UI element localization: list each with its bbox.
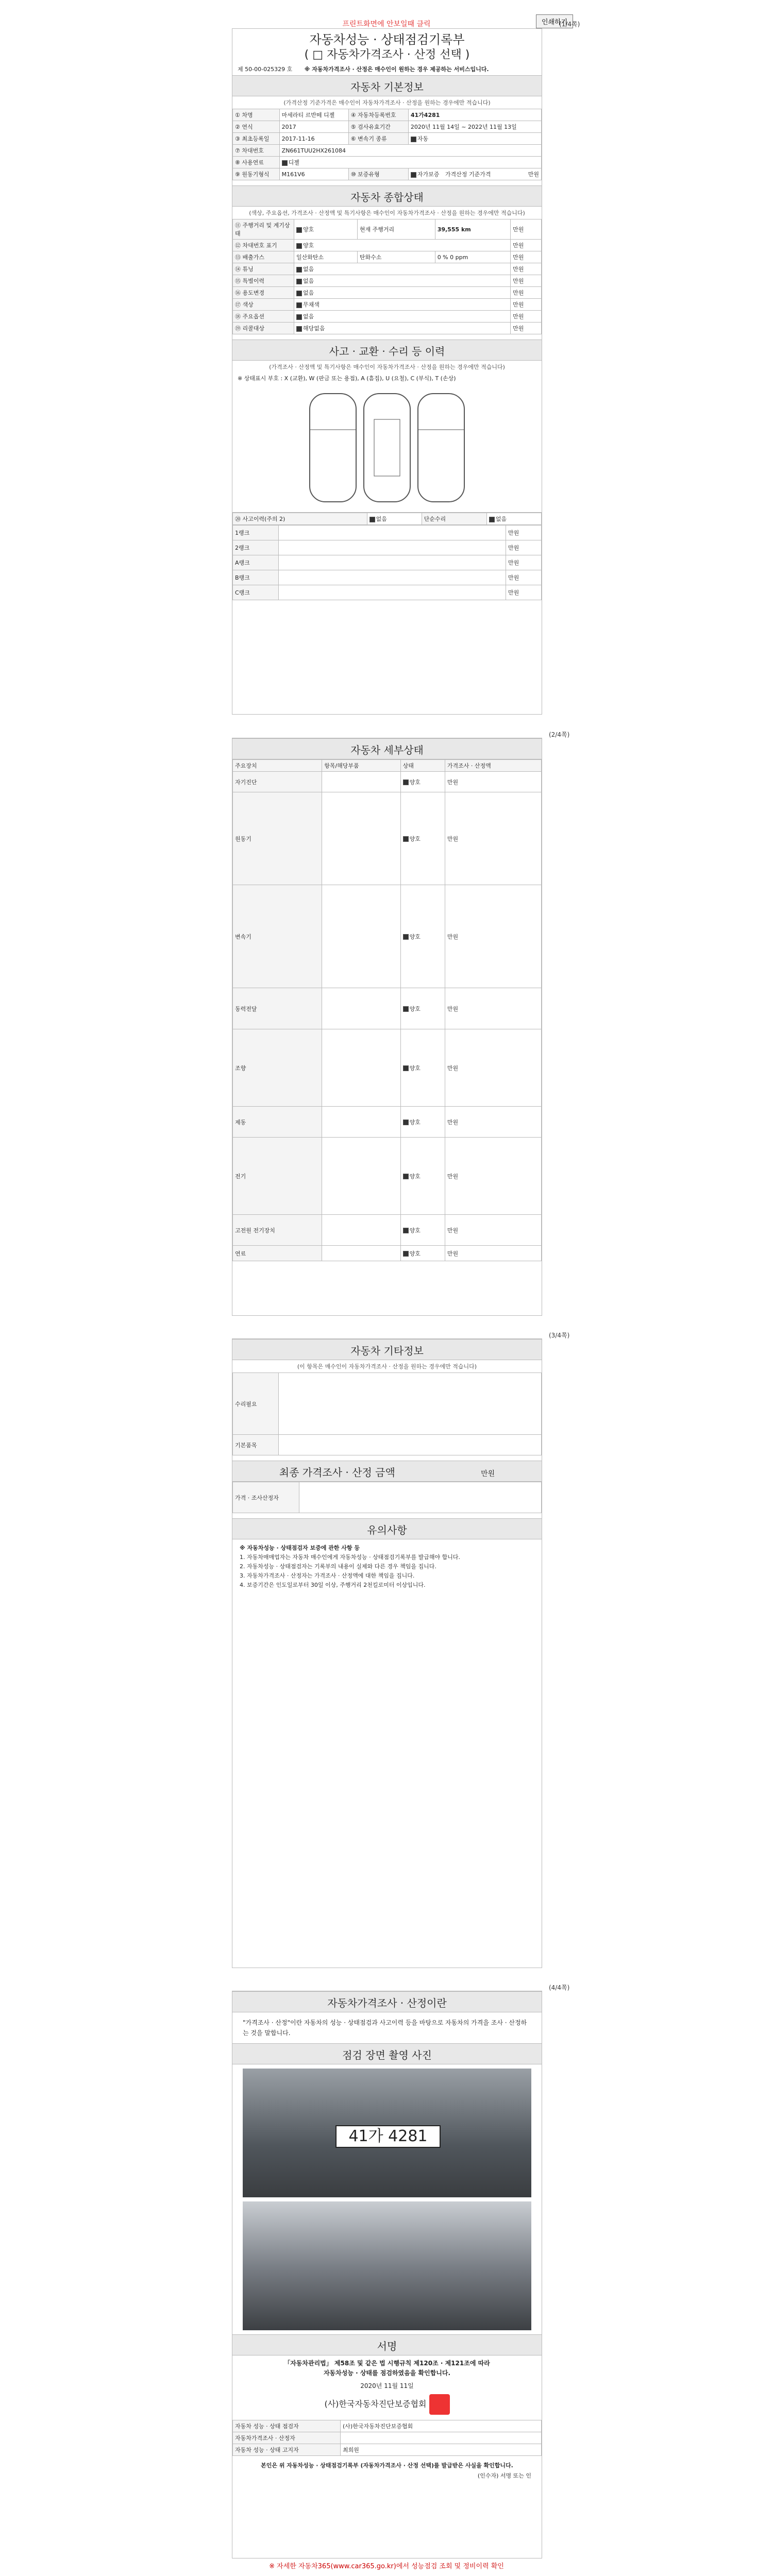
- checkbox-icon: [296, 326, 302, 332]
- rank-unit: 만원: [506, 540, 542, 555]
- detail-group: 동력전달: [233, 988, 322, 1029]
- detail-status: 양호: [409, 1227, 421, 1234]
- sign-org: [232, 2393, 542, 2420]
- label-model-year: ② 연식: [233, 121, 280, 133]
- sign-law: 「자동차관리법」 제58조 및 같은 법 시행규칙 제120조 · 제121조에 따라: [284, 2360, 490, 2367]
- seal-stamp-icon: [429, 2394, 450, 2415]
- value-current-mileage: 39,555 km: [435, 219, 510, 240]
- value-emission-hc: 탄화수소: [357, 251, 435, 263]
- label-options: ⑱ 주요옵션: [233, 311, 294, 323]
- value-tuning: 없음: [303, 266, 314, 273]
- document-page-1: [232, 28, 542, 715]
- value-options: 없음: [303, 313, 314, 320]
- unit-color: 만원: [511, 299, 542, 311]
- print-button[interactable]: 인쇄하기: [536, 14, 573, 28]
- section-photos: 점검 장면 촬영 사진: [232, 2043, 542, 2064]
- detail-unit: 만원: [445, 1215, 541, 1246]
- section-other: 자동차 기타정보: [232, 1339, 542, 1360]
- checkbox-icon: [296, 267, 302, 273]
- value-transmission: 자동: [417, 135, 429, 142]
- section-overall: 자동차 종합상태: [232, 185, 542, 207]
- sign-footer1: 본인은 위 자동차성능 · 상태점검기록부 (자동차가격조사 · 산정 선택)를 발급받은 사실을 확인합니다.: [261, 2462, 513, 2469]
- unit-use-change: 만원: [511, 287, 542, 299]
- label-tuning: ⑭ 튜닝: [233, 263, 294, 275]
- page-number: (1/4쪽): [559, 21, 580, 28]
- section-accident: 사고 · 교환 · 수리 등 이력: [232, 340, 542, 361]
- sign-role: 자동차 성능 · 상태 점검자: [233, 2420, 341, 2432]
- inspection-photo-under: [243, 2201, 531, 2330]
- sign-role: 자동차가격조사 · 산정자: [233, 2432, 341, 2444]
- page-number: (4/4쪽): [549, 1984, 570, 1991]
- checkbox-icon: [489, 517, 495, 522]
- unit-options: 만원: [511, 311, 542, 323]
- checkbox-icon: [282, 160, 288, 166]
- sign-name: [341, 2432, 542, 2444]
- final-price-title: 최종 가격조사 · 산정 금액: [279, 1466, 395, 1479]
- checkbox-icon: [296, 243, 302, 249]
- value-inspection-period: 2020년 11월 14일 ~ 2022년 11월 13일: [408, 121, 541, 133]
- checkbox-icon: [403, 934, 409, 940]
- detail-status: 양호: [409, 1118, 421, 1126]
- sign-role: 자동차 성능 · 상태 고지자: [233, 2444, 341, 2456]
- unit-special-history: 만원: [511, 275, 542, 287]
- label-reg-number: ④ 자동차등록번호: [348, 109, 408, 121]
- value-first-reg: 2017-11-16: [279, 133, 348, 145]
- doc-no-suffix: 호: [287, 66, 293, 73]
- unit-vin-mark: 만원: [511, 240, 542, 251]
- rank-row: A랭크: [233, 555, 279, 570]
- detail-group: 조향: [233, 1029, 322, 1107]
- value-warranty: 자가보증: [417, 171, 440, 178]
- sign-date: 2020년 11월 11일: [360, 2382, 414, 2389]
- accident-legend: ※ 상태표시 부호 : X (교환), W (판금 또는 용접), A (흠집), U (요철), C (부식), T (손상): [238, 375, 456, 382]
- overall-note: (색상, 주요옵션, 가격조사 · 산정액 및 특기사항은 매수인이 자동차가격조사 · 산정을 원하는 경우에만 적습니다): [249, 210, 525, 216]
- sign-law2: 자동차성능 · 상태를 점검하였음을 확인합니다.: [323, 2369, 451, 2377]
- section-basic-info: 자동차 기본정보: [232, 75, 542, 96]
- detail-group: 연료: [233, 1246, 322, 1261]
- detail-status: 양호: [409, 1005, 421, 1012]
- label-base-price: 가격산정 기준가격: [445, 171, 491, 178]
- value-special-history: 없음: [303, 278, 314, 284]
- detail-group: 고전원 전기장치: [233, 1215, 322, 1246]
- value-color: 무채색: [303, 301, 320, 308]
- final-price-unit: 만원: [481, 1470, 495, 1478]
- checkbox-icon: [403, 1251, 409, 1257]
- page-number: (3/4쪽): [549, 1332, 570, 1339]
- label-warranty: ⑩ 보증유형: [348, 168, 408, 180]
- section-sign: 서명: [232, 2334, 542, 2355]
- document-page-3: [232, 1338, 542, 1968]
- value-vin: ZN661TUU2HX261084: [279, 145, 541, 157]
- detail-table: [232, 759, 542, 1261]
- label-transmission: ⑥ 변속기 종류: [348, 133, 408, 145]
- detail-unit: 만원: [445, 1107, 541, 1138]
- detail-header: 가격조사 · 산정액: [445, 760, 541, 772]
- document-subtitle: ( □ 자동차가격조사 · 산정 선택 ): [304, 48, 470, 61]
- rank-row: 2랭크: [233, 540, 279, 555]
- detail-unit: 만원: [445, 792, 541, 885]
- notice-line: 3. 자동차가격조사 · 산정자는 가격조사 · 산정액에 대한 책임을 집니다.: [240, 1572, 415, 1579]
- rank-row: B랭크: [233, 570, 279, 585]
- label-first-reg: ③ 최초등록일: [233, 133, 280, 145]
- label-inspector: 가격 · 조사산정자: [233, 1482, 299, 1513]
- detail-status: 양호: [409, 835, 421, 842]
- basic-info-table: [232, 109, 542, 180]
- rank-unit: 만원: [506, 570, 542, 585]
- unit-mileage: 만원: [511, 219, 542, 240]
- rank-table: [232, 525, 542, 600]
- detail-group: 변속기: [233, 885, 322, 988]
- value-meter: 양호: [303, 226, 314, 233]
- detail-unit: 만원: [445, 885, 541, 988]
- detail-status: 양호: [409, 1173, 421, 1180]
- sign-name: (사)한국자동차진단보증협회: [341, 2420, 542, 2432]
- detail-header: 항목/해당부품: [322, 760, 400, 772]
- print-hint-text[interactable]: 프린트화면에 안보일때 클릭: [342, 20, 431, 28]
- other-row-label: 수리필요: [233, 1373, 279, 1435]
- notice-line: 1. 자동차매매업자는 자동차 매수인에게 자동차성능 · 상태점검기록부를 발급해야 합니다.: [240, 1554, 460, 1561]
- checkbox-icon: [403, 1006, 409, 1012]
- detail-group: 원동기: [233, 792, 322, 885]
- other-row-label: 기본품목: [233, 1435, 279, 1455]
- label-vin: ⑦ 차대번호: [233, 145, 280, 157]
- detail-group: 전기: [233, 1138, 322, 1215]
- section-price-info: 자동차가격조사 · 산정이란: [232, 1991, 542, 2012]
- checkbox-icon: [403, 836, 409, 842]
- doc-no-value: 50-00-025329: [245, 66, 285, 73]
- unit-recall: 만원: [511, 323, 542, 334]
- car-diagram: [232, 383, 542, 513]
- value-recall: 해당없음: [303, 325, 325, 332]
- detail-group: 제동: [233, 1107, 322, 1138]
- notice-line: 2. 자동차성능 · 상태점검자는 기록부의 내용이 실제와 다른 경우 책임을 집니다.: [240, 1563, 436, 1570]
- detail-status: 양호: [409, 933, 421, 940]
- detail-header: 상태: [400, 760, 445, 772]
- notice-line: 4. 보증기간은 인도일로부터 30일 이상, 주행거리 2천킬로미터 이상입니다.: [240, 1582, 426, 1588]
- checkbox-icon: [296, 227, 302, 233]
- notice-line: ※ 자동차성능 · 상태점검자 보증에 관한 사항 등: [240, 1545, 360, 1551]
- label-use-change: ⑯ 용도변경: [233, 287, 294, 299]
- value-emission: 0 % 0 ppm: [435, 251, 510, 263]
- value-simple-repair: 없음: [495, 516, 507, 522]
- sign-name: 최희원: [341, 2444, 542, 2456]
- value-reg-number: 41가4281: [408, 109, 541, 121]
- sign-footer2: (인수자) 서명 또는 인: [477, 2472, 531, 2479]
- checkbox-icon: [296, 291, 302, 296]
- license-plate: 41가 4281: [335, 2125, 441, 2148]
- detail-unit: 만원: [445, 1029, 541, 1107]
- rank-unit: 만원: [506, 555, 542, 570]
- rank-row: C랭크: [233, 585, 279, 600]
- rank-unit: 만원: [506, 526, 542, 540]
- detail-status: 양호: [409, 1250, 421, 1257]
- value-vin-mark: 양호: [303, 242, 314, 249]
- label-car-name: ① 차명: [233, 109, 280, 121]
- overall-table: [232, 219, 542, 334]
- checkbox-icon: [403, 1120, 409, 1125]
- document-page-2: [232, 738, 542, 1316]
- detail-header: 주요장치: [233, 760, 322, 772]
- label-color: ⑰ 색상: [233, 299, 294, 311]
- checkbox-icon: [403, 1174, 409, 1179]
- rank-row: 1랭크: [233, 526, 279, 540]
- value-engine-type: M161V6: [279, 168, 348, 180]
- price-info-body: "가격조사 · 산정"이란 자동차의 성능 · 상태점검과 사고이력 등을 바탕으로 자동차의 가격을 조사 · 산정하는 것을 말합니다.: [243, 2019, 527, 2037]
- inspector-table: [232, 1482, 542, 1513]
- value-use-change: 없음: [303, 290, 314, 296]
- checkbox-icon: [411, 137, 416, 142]
- section-detail: 자동차 세부상태: [232, 738, 542, 759]
- other-table: [232, 1372, 542, 1455]
- detail-unit: 만원: [445, 772, 541, 792]
- checkbox-icon: [403, 1065, 409, 1071]
- label-fuel: ⑧ 사용연료: [233, 157, 280, 168]
- detail-unit: 만원: [445, 988, 541, 1029]
- checkbox-icon: [296, 302, 302, 308]
- label-simple-repair: 단순수리: [422, 513, 486, 525]
- label-inspection-period: ⑤ 검사유효기간: [348, 121, 408, 133]
- value-accident-history: 없음: [376, 516, 387, 522]
- detail-unit: 만원: [445, 1246, 541, 1261]
- label-special-history: ⑮ 특별이력: [233, 275, 294, 287]
- notice-body: [232, 1539, 542, 1594]
- checkbox-icon: [403, 1228, 409, 1233]
- label-recall: ⑲ 리콜대상: [233, 323, 294, 334]
- car-outline-icon: [232, 383, 542, 512]
- detail-status: 양호: [409, 1064, 421, 1072]
- doc-notice: ※ 자동차가격조사 · 산정은 매수인이 원하는 경우 제공하는 서비스입니다.: [304, 66, 489, 73]
- basic-note: (가격산정 기준가격은 매수인이 자동차가격조사 · 산정을 원하는 경우에만 적습니다): [283, 99, 491, 106]
- doc-no-label: 제: [238, 66, 243, 73]
- rank-unit: 만원: [506, 585, 542, 600]
- checkbox-icon: [369, 517, 375, 522]
- label-mileage: ⑪ 주행거리 및 계기상태: [233, 219, 294, 240]
- value-model-year: 2017: [279, 121, 348, 133]
- checkbox-icon: [411, 172, 416, 178]
- label-emission: ⑬ 배출가스: [233, 251, 294, 263]
- label-current-mileage: 현재 주행거리: [357, 219, 435, 240]
- detail-status: 양호: [409, 778, 421, 786]
- document-page-4: [232, 1991, 542, 2558]
- unit-base-price: 만원: [528, 171, 539, 178]
- page-number: (2/4쪽): [549, 731, 570, 738]
- value-fuel: 디젤: [288, 159, 299, 166]
- detail-group: 자기진단: [233, 772, 322, 792]
- accident-summary-table: [232, 513, 542, 525]
- checkbox-icon: [296, 314, 302, 320]
- section-notice: 유의사항: [232, 1518, 542, 1539]
- inspection-photo-front: [243, 2069, 531, 2197]
- document-title: 자동차성능 · 상태점검기록부: [309, 32, 465, 47]
- value-car-name: 마세라티 르반떼 디젤: [279, 109, 348, 121]
- section-final-price: [232, 1461, 542, 1482]
- other-note: (이 항목은 매수인이 자동차가격조사 · 산정을 원하는 경우에만 적습니다): [297, 1363, 477, 1370]
- checkbox-icon: [403, 779, 409, 785]
- unit-tuning: 만원: [511, 263, 542, 275]
- label-engine-type: ⑨ 원동기형식: [233, 168, 280, 180]
- bottom-note[interactable]: ※ 자세한 자동차365(www.car365.go.kr)에서 성능점검 조회 및 정비이력 확인: [269, 2563, 504, 2570]
- sign-org-name: (사)한국자동차진단보증협회: [324, 2399, 427, 2409]
- label-vin-mark: ⑫ 차대번호 표기: [233, 240, 294, 251]
- checkbox-icon: [296, 279, 302, 284]
- detail-unit: 만원: [445, 1138, 541, 1215]
- value-emission-co: 일산화탄소: [294, 251, 358, 263]
- label-accident-history: ⑳ 사고이력(주의 2): [233, 513, 367, 525]
- sign-table: [232, 2420, 542, 2456]
- accident-note: (가격조사 · 산정액 및 특기사항은 매수인이 자동차가격조사 · 산정을 원하는 경우에만 적습니다): [269, 364, 505, 370]
- unit-emission: 만원: [511, 251, 542, 263]
